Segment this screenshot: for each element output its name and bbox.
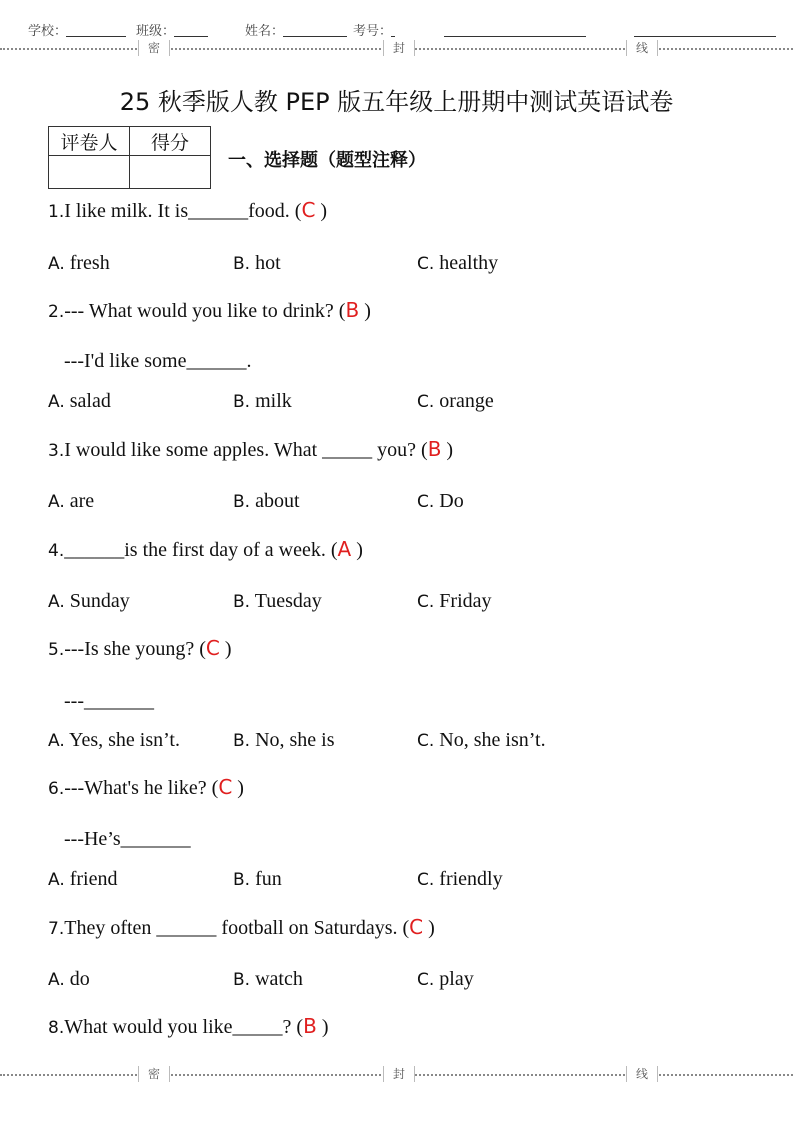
option-letter: A. (48, 592, 65, 612)
option-letter: A. (48, 731, 65, 751)
option-c[interactable] (417, 968, 474, 991)
option-a[interactable] (48, 390, 111, 413)
question-2-response: ---I'd like some______. (64, 350, 252, 372)
option-text: friend (69, 868, 118, 890)
question-number: 1. (48, 202, 65, 222)
question-2-options (48, 390, 768, 416)
seal-feng: 封 (383, 40, 415, 56)
option-letter: A. (48, 392, 65, 412)
option-letter: B. (233, 254, 251, 274)
option-letter: B. (233, 392, 251, 412)
question-text: I would like some apples. What _____ you? ( (64, 439, 428, 461)
question-close: ) (423, 917, 435, 939)
option-text: do (69, 968, 90, 990)
question-number: 2. (48, 302, 65, 322)
section-title: 一、选择题（题型注释） (228, 150, 426, 171)
option-b[interactable] (233, 490, 300, 513)
question-text: ---What's he like? ( (64, 777, 219, 799)
question-close: ) (441, 439, 454, 461)
question-number: 4. (48, 541, 65, 561)
answer-mark: C (205, 636, 220, 660)
question-6 (48, 775, 244, 800)
question-number: 6. (48, 779, 65, 799)
question-text: They often ______ football on Saturdays. ( (64, 917, 410, 939)
question-text: I like milk. It is______food. ( (64, 200, 302, 222)
option-letter: C. (417, 392, 435, 412)
grader-header: 评卷人 (49, 127, 130, 156)
option-text: watch (255, 968, 303, 990)
answer-mark: C (301, 198, 316, 222)
blank-field-2[interactable] (634, 36, 776, 37)
option-text: Sunday (69, 590, 130, 612)
question-4 (48, 537, 363, 562)
question-text: What would you like_____? ( (64, 1016, 304, 1038)
page-title: 25 秋季版人教 PEP 版五年级上册期中测试英语试卷 (119, 88, 674, 116)
option-b[interactable] (233, 590, 322, 613)
option-text: Do (439, 490, 464, 512)
answer-mark: B (345, 298, 360, 322)
option-b[interactable] (233, 968, 303, 991)
option-text: fun (255, 868, 282, 890)
question-text: ---Is she young? ( (64, 638, 206, 660)
option-text: orange (439, 390, 494, 412)
question-3-options (48, 490, 768, 516)
option-b[interactable] (233, 729, 335, 752)
option-letter: C. (417, 870, 435, 890)
question-2 (48, 298, 371, 323)
option-letter: A. (48, 870, 65, 890)
question-close: ) (219, 638, 232, 660)
question-number: 3. (48, 441, 65, 461)
question-7 (48, 915, 435, 940)
option-c[interactable] (417, 390, 494, 413)
option-a[interactable] (48, 868, 118, 891)
answer-mark: C (409, 915, 424, 939)
answer-mark: B (427, 437, 442, 461)
option-letter: A. (48, 254, 65, 274)
option-letter: C. (417, 254, 435, 274)
score-header: 得分 (130, 127, 211, 156)
option-a[interactable] (48, 252, 110, 275)
question-6-options (48, 868, 768, 894)
question-number: 7. (48, 919, 65, 939)
student-info-bar (28, 18, 788, 40)
option-text: hot (255, 252, 281, 274)
answer-mark: B (303, 1014, 317, 1038)
option-text: Friday (439, 590, 492, 612)
name-label: 姓名： (245, 23, 285, 38)
bottom-seal-line (0, 1068, 793, 1080)
class-field[interactable] (174, 36, 208, 37)
option-letter: B. (233, 870, 251, 890)
option-text: Yes, she isn’t. (69, 729, 180, 751)
option-text: salad (69, 390, 111, 412)
question-text: ______is the first day of a week. ( (64, 539, 338, 561)
score-cell[interactable] (130, 156, 211, 189)
question-5-options (48, 729, 768, 755)
option-text: fresh (69, 252, 110, 274)
option-letter: C. (417, 592, 435, 612)
question-close: ) (359, 300, 371, 322)
option-text: are (69, 490, 95, 512)
name-field[interactable] (283, 36, 347, 37)
option-text: Tuesday (254, 590, 322, 612)
question-6-response: ---He’s_______ (64, 828, 191, 850)
seal-xian: 线 (626, 40, 658, 56)
option-text: about (255, 490, 300, 512)
option-letter: B. (233, 970, 251, 990)
option-c[interactable] (417, 590, 492, 613)
answer-mark: C (218, 775, 233, 799)
option-text: milk (255, 390, 292, 412)
question-close: ) (315, 200, 328, 222)
class-label: 班级： (136, 23, 176, 38)
seal-xian-bottom: 线 (626, 1066, 658, 1082)
question-4-options (48, 590, 768, 616)
question-close: ) (232, 777, 244, 799)
exam-no-label: 考号： (353, 23, 393, 38)
option-text: play (439, 968, 474, 990)
school-label: 学校： (28, 23, 68, 38)
option-letter: B. (233, 731, 251, 751)
question-5 (48, 636, 232, 661)
question-number: 5. (48, 640, 65, 660)
option-a[interactable] (48, 490, 94, 513)
option-letter: A. (48, 970, 65, 990)
seal-mi-bottom: 密 (138, 1066, 170, 1082)
question-7-options (48, 968, 768, 994)
option-letter: B. (233, 492, 251, 512)
exam-no-field[interactable] (391, 36, 395, 37)
option-text: healthy (439, 252, 499, 274)
option-letter: C. (417, 492, 435, 512)
seal-mi: 密 (138, 40, 170, 56)
option-c[interactable] (417, 490, 464, 513)
option-letter: A. (48, 492, 65, 512)
option-letter: B. (233, 592, 251, 612)
option-b[interactable] (233, 868, 282, 891)
question-close: ) (351, 539, 363, 561)
score-table (48, 126, 211, 189)
question-number: 8. (48, 1018, 65, 1038)
question-8 (48, 1014, 328, 1039)
grader-cell[interactable] (49, 156, 130, 189)
blank-field-1[interactable] (444, 36, 586, 37)
top-seal-line (0, 42, 793, 54)
option-text: No, she is (255, 729, 335, 751)
question-1-options (48, 252, 768, 278)
option-c[interactable] (417, 252, 498, 275)
question-5-response: ---_______ (64, 690, 154, 712)
answer-mark: A (337, 537, 352, 561)
question-3 (48, 437, 453, 462)
question-close: ) (316, 1016, 329, 1038)
option-a[interactable] (48, 968, 90, 991)
option-c[interactable] (417, 729, 546, 752)
school-field[interactable] (66, 36, 126, 37)
question-1 (48, 198, 327, 223)
option-b[interactable] (233, 252, 281, 275)
option-text: friendly (439, 868, 503, 890)
question-text: --- What would you like to drink? ( (64, 300, 346, 322)
option-c[interactable] (417, 868, 503, 891)
option-a[interactable] (48, 729, 180, 752)
option-letter: C. (417, 731, 435, 751)
option-b[interactable] (233, 390, 292, 413)
option-letter: C. (417, 970, 435, 990)
option-text: No, she isn’t. (439, 729, 546, 751)
option-a[interactable] (48, 590, 130, 613)
seal-feng-bottom: 封 (383, 1066, 415, 1082)
